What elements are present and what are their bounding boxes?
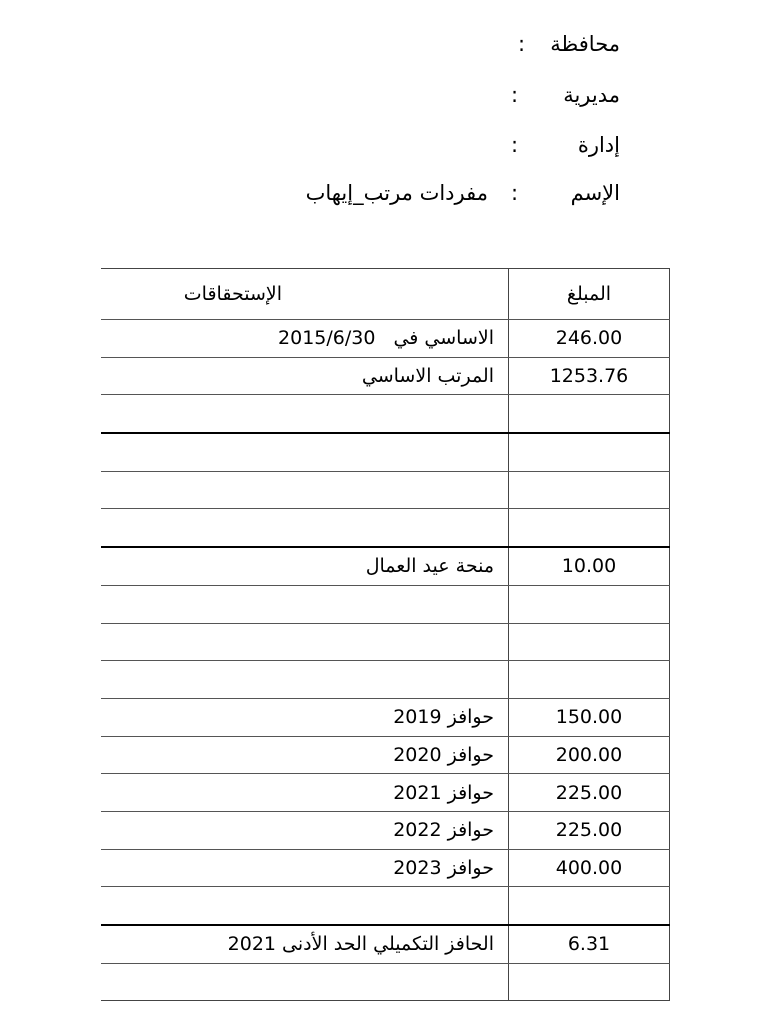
table-row bbox=[101, 698, 670, 736]
description-cell: حوافز 2022 bbox=[101, 811, 509, 849]
table-row bbox=[101, 623, 670, 661]
administration-colon: : bbox=[511, 133, 519, 157]
governorate-label: محافظة bbox=[550, 32, 620, 56]
administration-label: إدارة bbox=[577, 133, 620, 157]
directorate-colon: : bbox=[511, 83, 519, 107]
description-cell bbox=[101, 963, 509, 1001]
description-text: الاساسي في bbox=[393, 327, 494, 350]
table-row bbox=[101, 395, 670, 433]
amount-cell: 1253.76 bbox=[509, 357, 670, 395]
description-cell bbox=[101, 509, 509, 547]
table-row bbox=[101, 811, 670, 849]
table-row bbox=[101, 585, 670, 623]
amount-cell: 225.00 bbox=[509, 811, 670, 849]
table-row bbox=[101, 320, 670, 358]
amount-cell: 10.00 bbox=[509, 547, 670, 585]
amount-cell: 400.00 bbox=[509, 849, 670, 887]
directorate-label: مديرية bbox=[563, 83, 620, 107]
description-cell bbox=[101, 585, 509, 623]
governorate-colon: : bbox=[518, 32, 526, 56]
amount-cell bbox=[509, 661, 670, 699]
table-row bbox=[101, 736, 670, 774]
name-label: الإسم bbox=[570, 181, 620, 205]
table-row bbox=[101, 471, 670, 509]
amount-cell bbox=[509, 509, 670, 547]
table-row bbox=[101, 357, 670, 395]
table-row bbox=[101, 547, 670, 585]
table-header-row bbox=[101, 269, 670, 320]
amount-cell: 150.00 bbox=[509, 698, 670, 736]
table-row bbox=[101, 661, 670, 699]
amount-cell: 225.00 bbox=[509, 774, 670, 812]
table-row bbox=[101, 509, 670, 547]
amount-cell: 246.00 bbox=[509, 320, 670, 358]
name-value: مفردات مرتب_إيهاب bbox=[305, 181, 488, 205]
table-row bbox=[101, 849, 670, 887]
description-cell: الحافز التكميلي الحد الأدنى 2021 bbox=[101, 925, 509, 963]
table-row bbox=[101, 433, 670, 471]
description-cell bbox=[101, 471, 509, 509]
entitlements-table bbox=[101, 268, 670, 1001]
amount-cell bbox=[509, 585, 670, 623]
amount-cell bbox=[509, 623, 670, 661]
amount-cell bbox=[509, 433, 670, 471]
description-cell: حوافز 2020 bbox=[101, 736, 509, 774]
amount-cell bbox=[509, 963, 670, 1001]
table-row bbox=[101, 963, 670, 1001]
table-row bbox=[101, 887, 670, 925]
description-cell: منحة عيد العمال bbox=[101, 547, 509, 585]
description-cell bbox=[101, 887, 509, 925]
amount-column-header: المبلغ bbox=[509, 269, 670, 320]
description-cell bbox=[101, 433, 509, 471]
description-cell bbox=[101, 661, 509, 699]
date-text: 2015/6/30 bbox=[278, 327, 376, 350]
entitlements-column-header: الإستحقاقات bbox=[101, 269, 509, 320]
description-cell bbox=[101, 320, 509, 358]
description-cell: حوافز 2021 bbox=[101, 774, 509, 812]
table-row bbox=[101, 925, 670, 963]
amount-cell bbox=[509, 471, 670, 509]
description-cell: حوافز 2019 bbox=[101, 698, 509, 736]
amount-cell bbox=[509, 395, 670, 433]
amount-cell: 200.00 bbox=[509, 736, 670, 774]
amount-cell bbox=[509, 887, 670, 925]
table-row bbox=[101, 774, 670, 812]
amount-cell: 6.31 bbox=[509, 925, 670, 963]
description-cell bbox=[101, 623, 509, 661]
description-cell: حوافز 2023 bbox=[101, 849, 509, 887]
description-cell bbox=[101, 395, 509, 433]
description-cell: المرتب الاساسي bbox=[101, 357, 509, 395]
name-colon: : bbox=[511, 181, 519, 205]
